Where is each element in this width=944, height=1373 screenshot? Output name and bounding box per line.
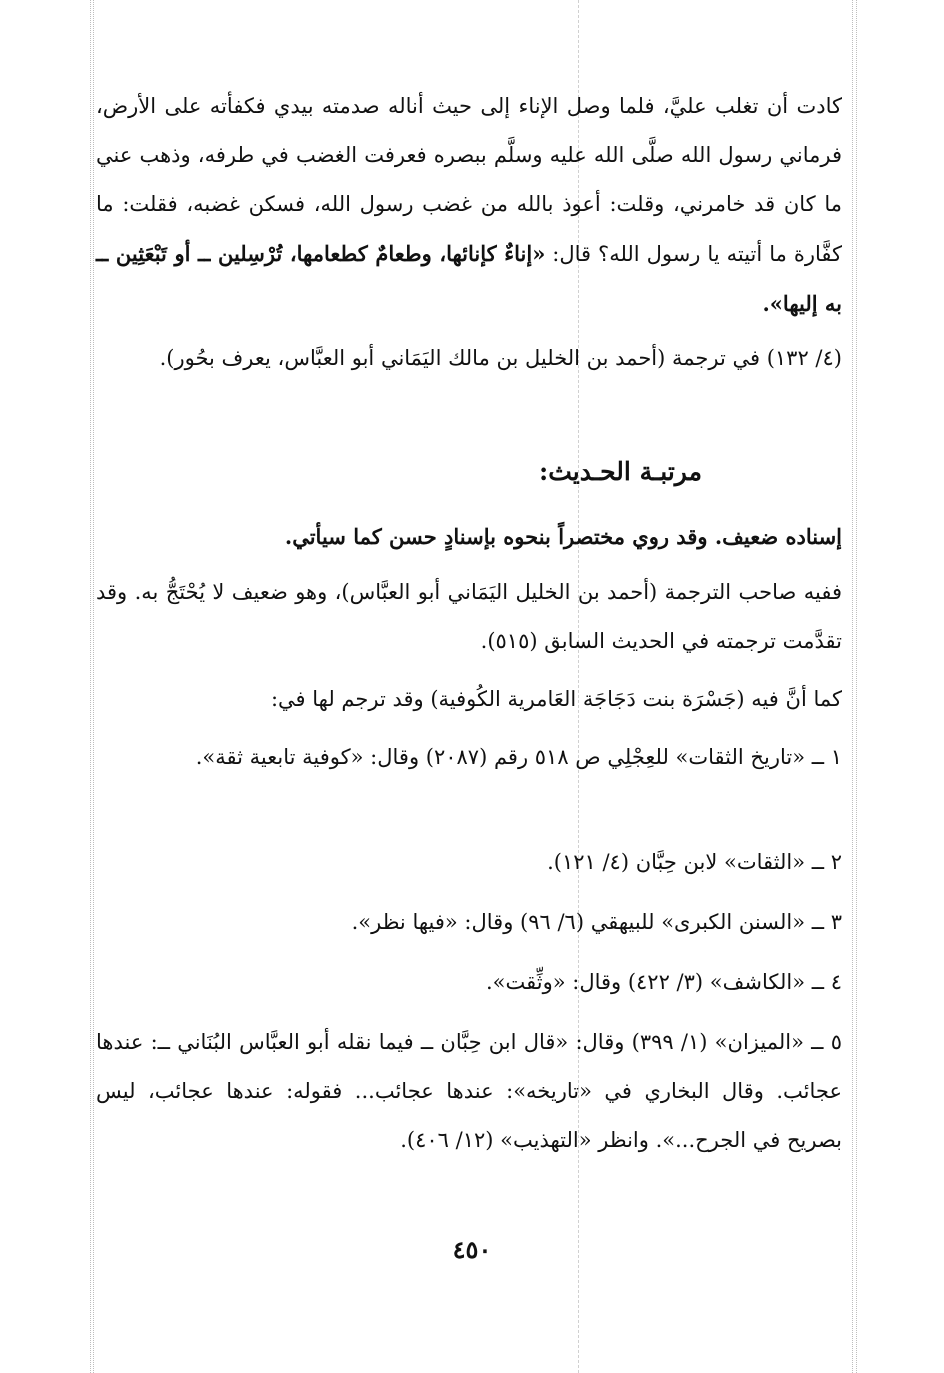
list-item: ٣ ــ «السنن الكبرى» للبيهقي (٦/ ٩٦) وقال: «فيها نظر».	[351, 910, 842, 934]
grade-statement: إسناده ضعيف. وقد روي مختصراً بنحوه بإسنادٍ حسن كما سيأتي.	[284, 524, 842, 549]
narrator-intro-line: كما أنَّ فيه (جَسْرَة بنت دَجَاجَة العَامرية الكُوفية) وقد ترجم لها في:	[270, 687, 842, 711]
reference-paragraph: (٤/ ١٣٢) في ترجمة (أحمد بن الخليل بن مالك اليَمَاني أبو العبَّاس، يعرف بحُور).	[159, 346, 842, 370]
margin-guide-left-inner	[93, 0, 94, 1373]
page-number: ٤٥٠	[452, 1235, 492, 1264]
list-item: ٢ ــ «الثقات» لابن حِبَّان (٤/ ١٢١).	[547, 850, 842, 874]
list-item: ٤ ــ «الكاشف» (٣/ ٤٢٢) وقال: «وثِّقت».	[485, 970, 842, 994]
margin-guide-right-inner	[852, 0, 853, 1373]
hadith-text: كادت أن تغلب عليَّ، فلما وصل الإناء إلى حيث أناله صدمته بيدي فكفأته على الأرض، فرماني رسول الله صلَّى الله عليه وسلَّم ببصره فعرفت الغضب في طرفه، وذهب عني ما كان قد خامرني، وقلت: أعوذ بالله من غضب رسول الله، فسكن غضبه، فقلت: ما كفَّارة ما أتيته يا رسول الله؟ قال:	[96, 94, 842, 266]
narrator-paragraph: ففيه صاحب الترجمة (أحمد بن الخليل اليَمَاني أبو العبَّاس)، وهو ضعيف لا يُحْتَجُّ به. وقد تقدَّمت ترجمته في الحديث السابق (٥١٥).	[96, 580, 842, 653]
list-item: ٥ ــ «الميزان» (١/ ٣٩٩) وقال: «قال ابن حِبَّان ــ فيما نقله أبو العبَّاس البُنَاني ــ: عندها عجائب. وقال البخاري في «تاريخه»: عندها عجائب... فقوله: عندها عجائب، ليس بصريح في الجرح...». وانظر «التهذيب» (١٢/ ٤٠٦).	[96, 1030, 842, 1152]
section-heading: مرتبـة الحـديث:	[538, 457, 702, 486]
margin-guide-left	[90, 0, 91, 1373]
margin-guide-right	[856, 0, 857, 1373]
prophet-quote: «إناءٌ كإنائها، وطعامٌ كطعامها، تُرْسِلين ــ أو تَبْعَثِين ــ به إليها».	[96, 241, 842, 316]
list-item: ١ ــ «تاريخ الثقات» للعِجْلِي ص ٥١٨ رقم (٢٠٨٧) وقال: «كوفية تابعية ثقة».	[195, 745, 842, 769]
hadith-text-paragraph	[96, 82, 842, 329]
